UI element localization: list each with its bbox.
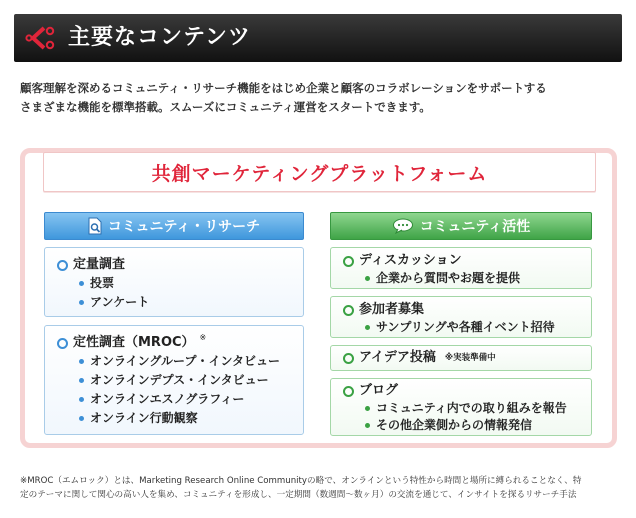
list-item (57, 390, 303, 409)
dot-bullet-icon (79, 281, 84, 286)
list-item (343, 270, 591, 287)
page-title: 主要なコンテンツ (68, 25, 251, 50)
recruit-box (330, 296, 592, 338)
ring-bullet-icon (57, 338, 68, 349)
platform-title-box (43, 152, 596, 192)
document-search-icon (88, 217, 102, 235)
ring-bullet-icon (57, 260, 68, 271)
ring-bullet-icon (343, 386, 354, 397)
list-item-label: 投票 (90, 276, 115, 290)
dot-bullet-icon (79, 397, 84, 402)
list-item-label: サンプリングや各種イベント招待 (376, 320, 555, 334)
qual-research-box (44, 325, 304, 435)
dot-bullet-icon (365, 325, 370, 330)
section-header (14, 14, 622, 62)
dot-bullet-icon (79, 378, 84, 383)
dot-bullet-icon (365, 276, 370, 281)
ring-bullet-icon (343, 305, 354, 316)
speech-bubble-icon (392, 218, 414, 234)
intro-text (20, 79, 620, 117)
dot-bullet-icon (365, 406, 370, 411)
quant-title (57, 256, 303, 274)
research-heading-label: コミュニティ・リサーチ (107, 219, 261, 235)
list-item (343, 319, 591, 336)
list-item-label: オンラインエスノグラフィー (90, 392, 245, 406)
qual-title (57, 334, 303, 352)
qual-title-label: 定性調査（MROC） (73, 335, 195, 350)
dot-bullet-icon (79, 416, 84, 421)
list-item (343, 400, 591, 417)
list-item-label: オンライン行動観察 (90, 411, 198, 425)
list-item (57, 293, 303, 312)
dot-bullet-icon (79, 359, 84, 364)
blog-box (330, 378, 592, 436)
list-item (57, 409, 303, 428)
footnote-mark: ※ (199, 333, 207, 342)
research-heading (44, 212, 304, 240)
list-item (343, 417, 591, 434)
list-item (57, 371, 303, 390)
idea-title (343, 349, 591, 367)
recruit-title-label: 参加者募集 (359, 302, 425, 317)
intro-line-1: 顧客理解を深めるコミュニティ・リサーチ機能をはじめ企業と顧客のコラボレーションをサポートする (20, 81, 547, 95)
idea-box (330, 345, 592, 371)
quant-title-label: 定量調査 (73, 257, 126, 272)
list-item-label: アンケート (90, 295, 150, 309)
list-item-label: 企業から質問やお題を提供 (376, 271, 521, 285)
discussion-box (330, 247, 592, 289)
list-item-label: その他企業側からの情報発信 (376, 418, 533, 432)
recruit-title (343, 301, 591, 319)
footnote (20, 474, 620, 502)
quant-research-box (44, 247, 304, 317)
dot-bullet-icon (79, 300, 84, 305)
footnote-line-1: ※MROC（エムロック）とは、Marketing Research Online Communityの略で、オンラインという特性から時間と場所に縛られることなく、特 (20, 476, 582, 486)
red-chevron-circle-icon (24, 23, 58, 53)
blog-title-label: ブログ (359, 383, 399, 398)
idea-title-label: アイデア投稿 (359, 350, 436, 365)
list-item-label: オンラインデプス・インタビュー (90, 373, 269, 387)
list-item (57, 274, 303, 293)
list-item-label: オンライングループ・インタビュー (90, 354, 280, 368)
platform-title: 共創マーケティングプラットフォーム (151, 162, 488, 185)
idea-status-note: ※実装準備中 (444, 353, 496, 363)
blog-title (343, 382, 591, 400)
activation-heading-label: コミュニティ活性 (419, 219, 531, 235)
list-item-label: コミュニティ内での取り組みを報告 (376, 401, 567, 415)
ring-bullet-icon (343, 256, 354, 267)
intro-line-2: さまざまな機能を標準搭載。スムーズにコミュニティ運営をスタートできます。 (20, 100, 431, 114)
ring-bullet-icon (343, 353, 354, 364)
discussion-title (343, 252, 591, 270)
discussion-title-label: ディスカッション (359, 253, 462, 268)
list-item (57, 352, 303, 371)
footnote-line-2: 定のテーマに関して関心の高い人を集め、コミュニティを形成し、一定期間（数週間〜数ヶ月）の交流を通じて、インサイトを探るリサーチ手法 (20, 490, 577, 500)
dot-bullet-icon (365, 423, 370, 428)
activation-heading (330, 212, 592, 240)
